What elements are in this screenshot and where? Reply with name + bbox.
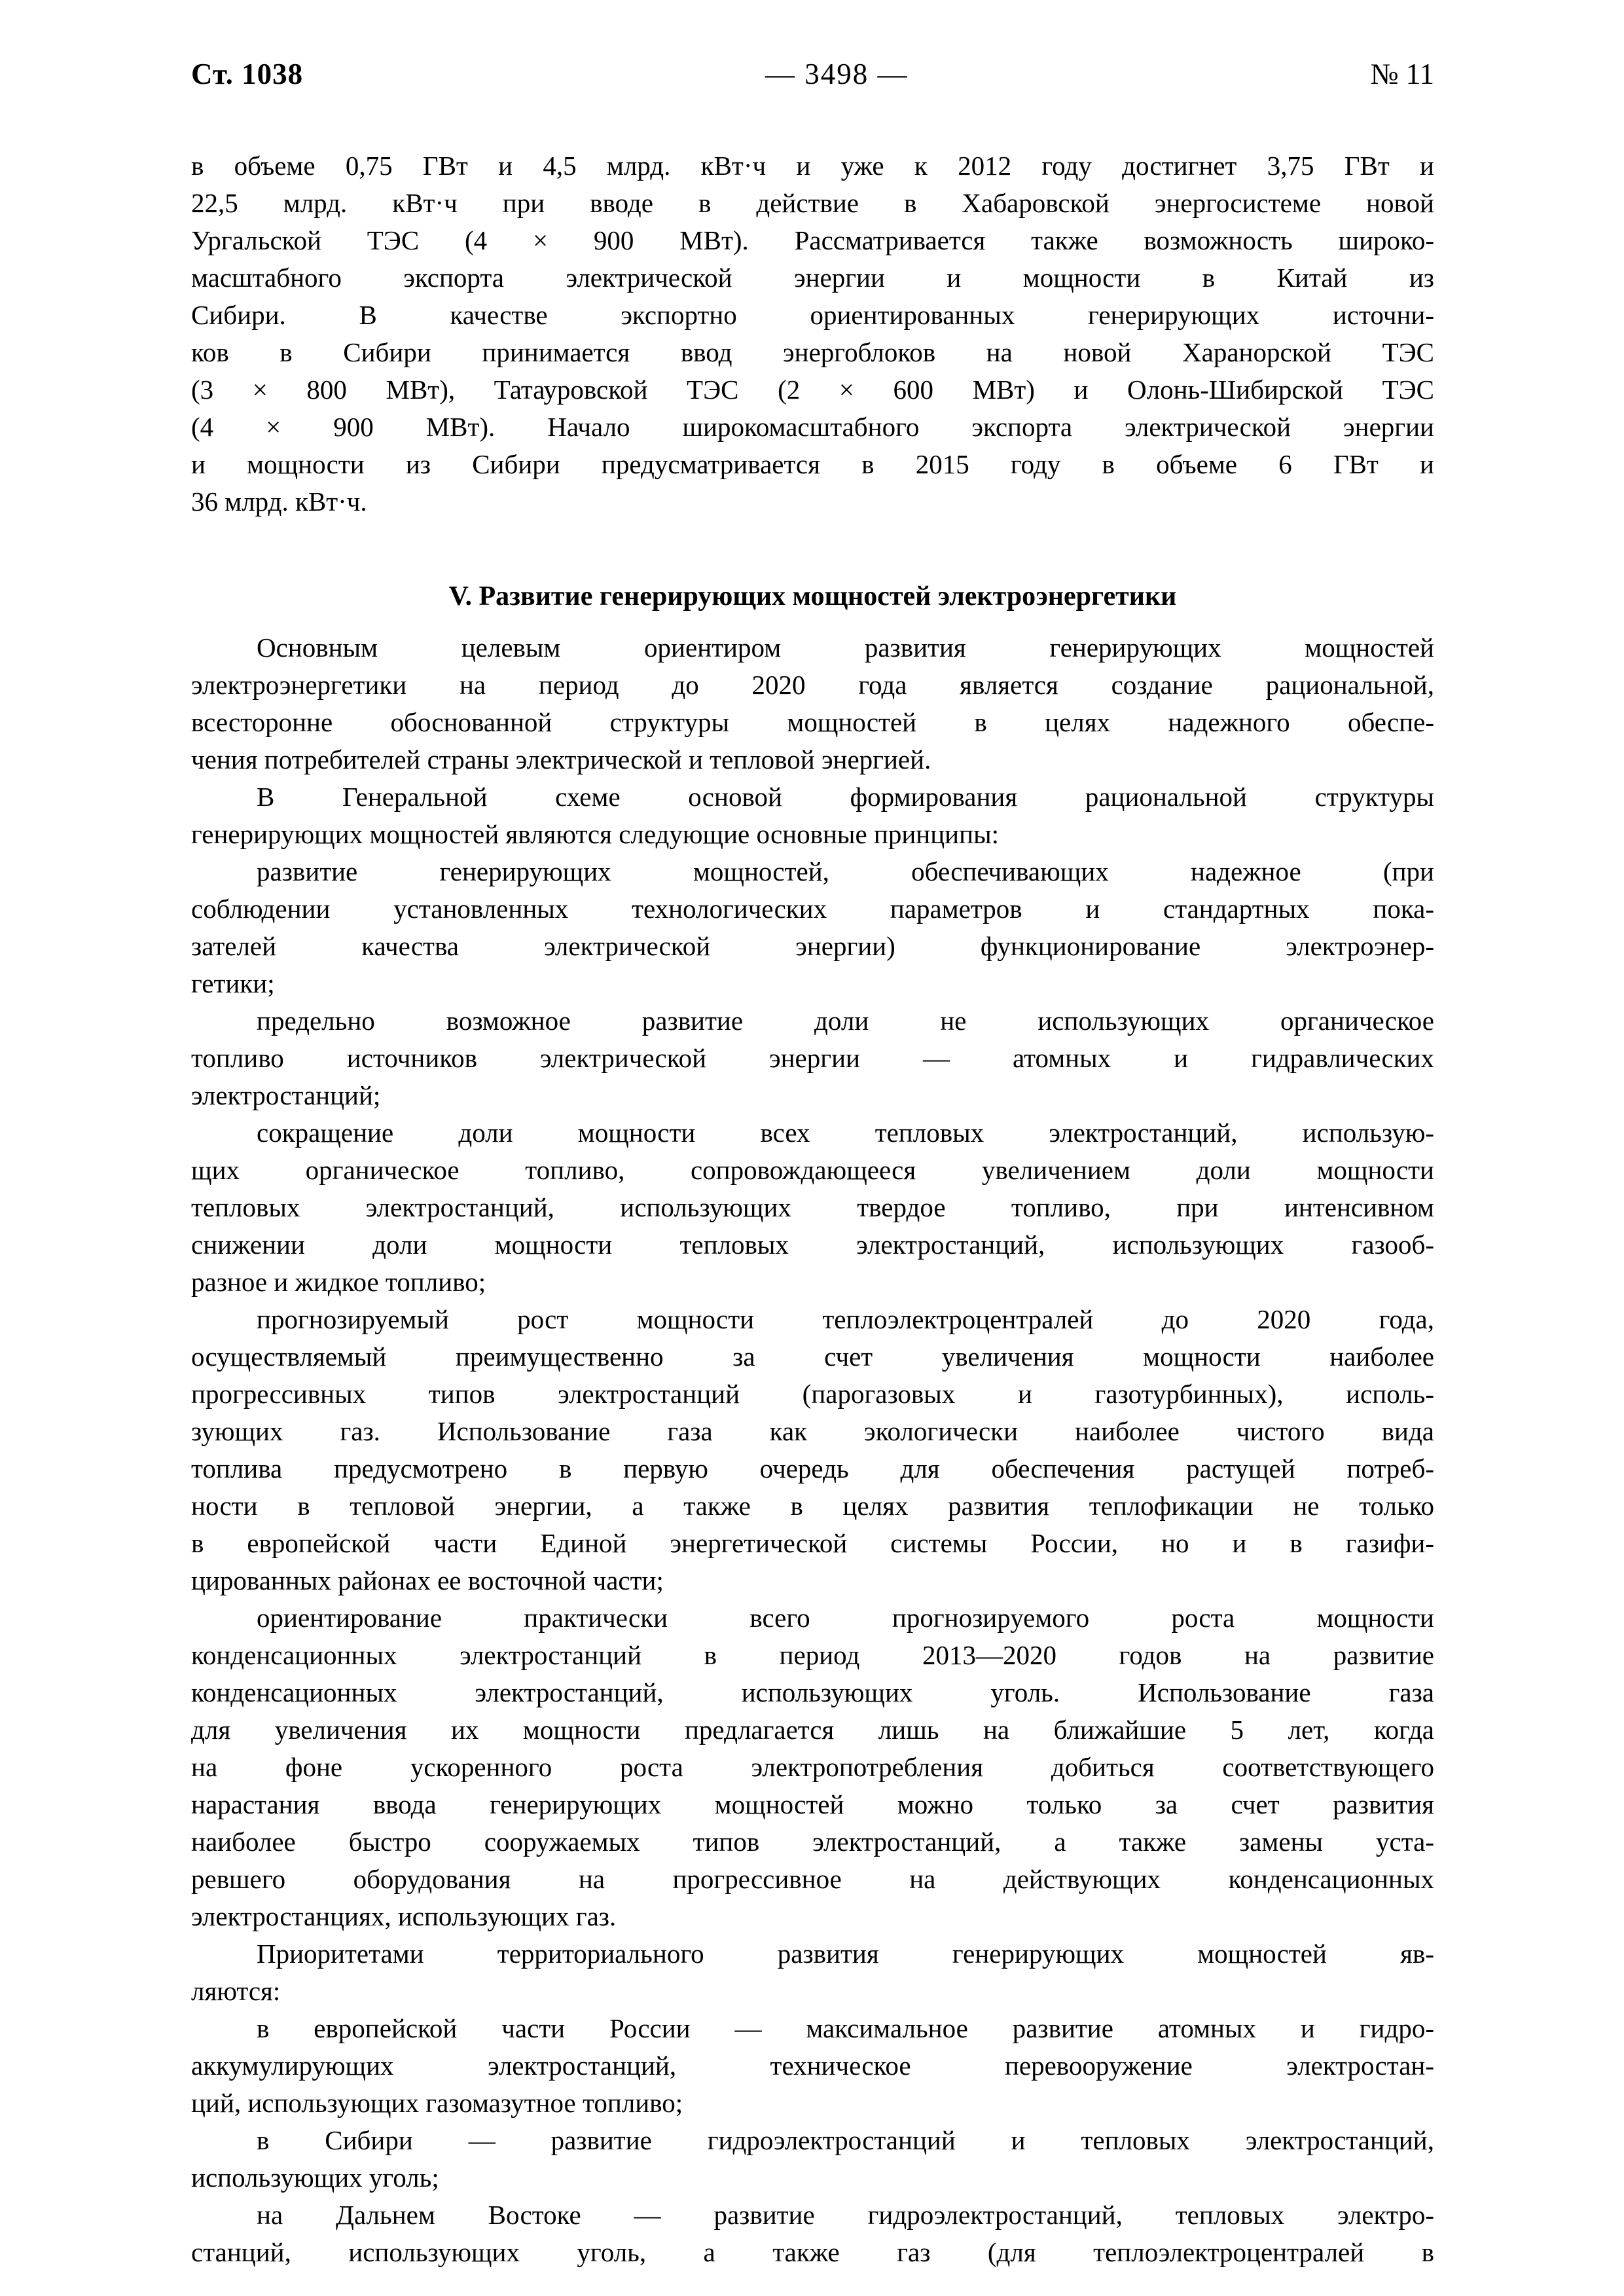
section-heading: V. Развитие генерирующих мощностей электроэнергетики	[448, 581, 1177, 611]
text-line: ности в тепловой энергии, а также в целях развития теплофикации не только	[191, 1491, 1434, 1521]
text-line: предельно возможное развитие доли не использующих органическое	[257, 1006, 1434, 1036]
text-line: топливо источников электрической энергии — атомных и гидравлических	[191, 1043, 1434, 1073]
paragraph	[191, 1301, 1434, 1599]
text-line: Ургальской ТЭС (4 × 900 МВт). Рассматривается также возможность широко-	[191, 225, 1434, 255]
text-line: гетики;	[191, 968, 275, 998]
paragraph	[191, 1935, 1434, 2010]
text-line: ориентирование практически всего прогнозируемого роста мощности	[257, 1603, 1434, 1633]
text-line: зующих газ. Использование газа как экологически наиболее чистого вида	[191, 1416, 1434, 1446]
text-line: использующих уголь;	[191, 2162, 439, 2193]
text-line: электростанций;	[191, 1080, 381, 1110]
text-line: прогрессивных типов электростанций (парогазовых и газотурбинных), исполь-	[191, 1379, 1434, 1409]
issue-number: № 11	[1370, 58, 1434, 90]
paragraph	[191, 1002, 1434, 1114]
text-line: в Сибири — развитие гидроэлектростанций и тепловых электростанций,	[257, 2125, 1434, 2155]
text-line: тепловых электростанций, использующих твердое топливо, при интенсивном	[191, 1192, 1434, 1222]
text-line: 22,5 млрд. кВт·ч при вводе в действие в Хабаровской энергосистеме новой	[191, 188, 1434, 218]
text-line: аккумулирующих электростанций, техническое перевооружение электростан-	[191, 2050, 1434, 2081]
text-line: осуществляемый преимущественно за счет увеличения мощности наиболее	[191, 1341, 1434, 1372]
text-line: на Дальнем Востоке — развитие гидроэлектростанций, тепловых электро-	[257, 2200, 1434, 2230]
text-line: электростанциях, использующих газ.	[191, 1901, 617, 1931]
text-line: (3 × 800 МВт), Татауровской ТЭС (2 × 600 МВт) и Олонь-Шибирской ТЭС	[191, 374, 1434, 405]
text-line: ревшего оборудования на прогрессивное на действующих конденсационных	[191, 1864, 1434, 1894]
text-line: развитие генерирующих мощностей, обеспечивающих надежное (при	[257, 856, 1434, 886]
text-line: В Генеральной схеме основой формирования рациональной структуры	[257, 782, 1434, 812]
paragraph	[191, 147, 1434, 520]
text-line: Приоритетами территориального развития генерирующих мощностей яв-	[257, 1939, 1434, 1969]
text-line: ляются:	[191, 1976, 281, 2006]
article-number: Ст. 1038	[191, 58, 304, 90]
paragraph	[191, 2196, 1434, 2271]
text-line: топлива предусмотрено в первую очередь для обеспечения растущей потреб-	[191, 1453, 1434, 1484]
text-line: и мощности из Сибири предусматривается в 2015 году в объеме 6 ГВт и	[191, 449, 1434, 479]
text-line: станций, использующих уголь, а также газ (для теплоэлектроцентралей в	[191, 2237, 1434, 2267]
text-line: нарастания ввода генерирующих мощностей можно только за счет развития	[191, 1789, 1434, 1819]
text-line: сокращение доли мощности всех тепловых электростанций, использую-	[257, 1118, 1434, 1148]
text-line: соблюдении установленных технологических параметров и стандартных пока-	[191, 894, 1434, 924]
text-line: для увеличения их мощности предлагается лишь на ближайшие 5 лет, когда	[191, 1715, 1434, 1745]
text-line: (4 × 900 МВт). Начало широкомасштабного экспорта электрической энергии	[191, 412, 1434, 442]
page-number: — 3498 —	[765, 58, 909, 90]
text-line: на фоне ускоренного роста электропотребления добиться соответствующего	[191, 1752, 1434, 1782]
text-line: зателей качества электрической энергии) функционирование электроэнер-	[191, 931, 1434, 961]
text-line: щих органическое топливо, сопровождающееся увеличением доли мощности	[191, 1155, 1434, 1185]
paragraph	[191, 629, 1434, 778]
page-header	[191, 58, 1434, 91]
text-line: чения потребителей страны электрической и тепловой энергией.	[191, 744, 931, 774]
text-line: ций, использующих газомазутное топливо;	[191, 2088, 683, 2118]
text-line: цированных районах ее восточной части;	[191, 1565, 664, 1595]
text-line: масштабного экспорта электрической энергии и мощности в Китай из	[191, 263, 1434, 293]
paragraph	[191, 1114, 1434, 1301]
paragraph	[191, 853, 1434, 1002]
text-line: всесторонне обоснованной структуры мощностей в целях надежного обеспе-	[191, 707, 1434, 737]
text-line: в европейской части Единой энергетической системы России, но и в газифи-	[191, 1528, 1434, 1558]
document-body	[191, 147, 1434, 2271]
text-line: наиболее быстро сооружаемых типов электростанций, а также замены уста-	[191, 1827, 1434, 1857]
text-line: снижении доли мощности тепловых электростанций, использующих газооб-	[191, 1230, 1434, 1260]
text-line: в объеме 0,75 ГВт и 4,5 млрд. кВт·ч и уже к 2012 году достигнет 3,75 ГВт и	[191, 151, 1434, 181]
text-line: Основным целевым ориентиром развития генерирующих мощностей	[257, 632, 1434, 663]
text-line: Сибири. В качестве экспортно ориентированных генерирующих источни-	[191, 300, 1434, 330]
paragraph	[191, 1599, 1434, 1935]
text-line: в европейской части России — максимальное развитие атомных и гидро-	[257, 2013, 1434, 2043]
text-line: прогнозируемый рост мощности теплоэлектроцентралей до 2020 года,	[257, 1304, 1434, 1334]
paragraph	[191, 2010, 1434, 2122]
paragraph	[191, 2122, 1434, 2196]
text-line: 36 млрд. кВт·ч.	[191, 486, 367, 517]
text-line: конденсационных электростанций в период 2013—2020 годов на развитие	[191, 1640, 1434, 1670]
text-line: разное и жидкое топливо;	[191, 1267, 486, 1297]
text-line: генерирующих мощностей являются следующие основные принципы:	[191, 819, 1000, 849]
text-line: ков в Сибири принимается ввод энергоблоков на новой Харанорской ТЭС	[191, 337, 1434, 367]
paragraph	[191, 778, 1434, 853]
text-line: электроэнергетики на период до 2020 года является создание рациональной,	[191, 670, 1434, 700]
text-line: конденсационных электростанций, использующих уголь. Использование газа	[191, 1677, 1434, 1707]
